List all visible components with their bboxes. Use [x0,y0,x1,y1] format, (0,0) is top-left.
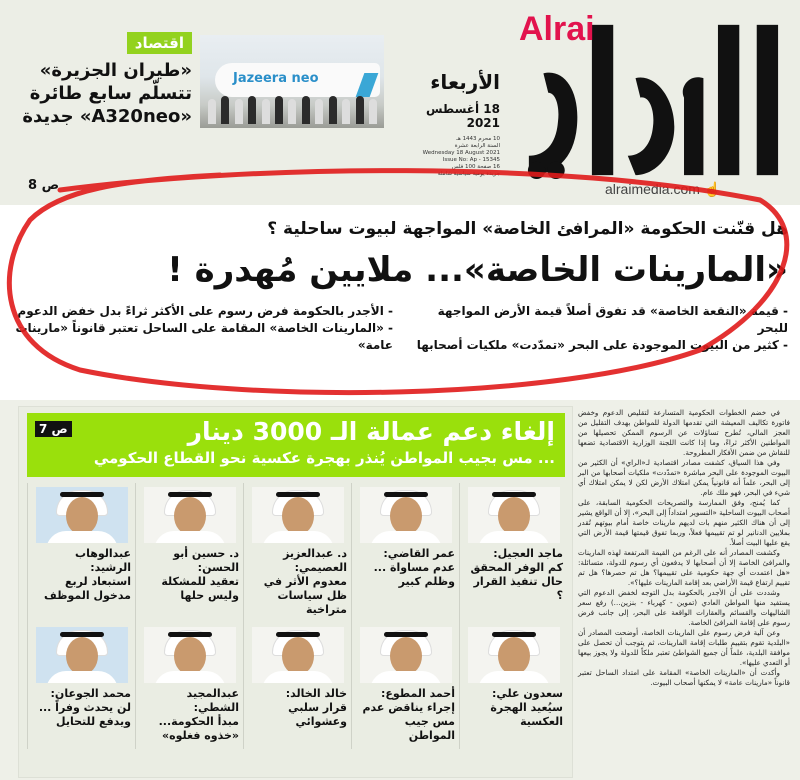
opinion-card[interactable] [135,483,243,623]
opinion-card[interactable] [459,623,567,749]
section-tag: اقتصاد [127,32,192,54]
portrait-photo [360,487,452,543]
opinions-grid [27,483,567,749]
opinion-caption [356,687,455,743]
person-name: د. عبدالعزيز العصيمي: [283,547,347,574]
opinion-caption [32,687,131,729]
bullet-item: - قيمة «النقعة الخاصة» قد تفوق أصلاً قيمة الأرض المواجهة للبحر [437,304,788,335]
teaser-headline[interactable]: «طيران الجزيرة» تتسلّم سابع طائرة «A320neo» جديدة [22,60,192,127]
person-quote: مبدأ الحكومة... «خذوه فغلوه» [158,715,239,742]
portrait-photo [36,487,128,543]
opinion-caption [464,687,563,729]
lead-bullets-left [12,303,393,354]
feature-box [18,406,573,778]
person-quote: إجراء يناقض عدم مس جيب المواطن [362,701,455,742]
opinion-caption [464,547,563,603]
person-name: د. حسين أبو الحسن: [173,547,239,574]
article-paragraph: وعن آلية فرض رسوم على المارينات الخاصة، أوضحت المصادر أن «البلدية تقوم بتقييم طلبات إقامة المارينات، ثم يتوجب أن تحصل على موافقة البلدية، علماً أن جميع الشواطئ تعتبر ملكاً للدولة ولا يجوز بيعها أو التعدي عليها». [578,628,790,667]
portrait-photo [252,627,344,683]
article-paragraph: كما يُمنح، وفق الممارسة والتصريحات الحكومية السابقة، على أصحاب البيوت الساحلية «التسوير امتداداً إلى البحر»، إلا أن الواقع يشير إلى أن هناك الكثير منهم بات لديهم مارينات خاصة أمام بيوتهم تُقدر بملايين الدنانير لو تم تقييمها فعلاً، وربما تفوق قيمتها قيمة الأرض التي يقع عليها البيت أصلاً. [578,498,790,547]
person-quote: معدوم الأثر في ظل سياسات متراخية [263,575,347,616]
opinion-caption [140,547,239,603]
opinion-card[interactable] [243,623,351,749]
portrait-photo [144,627,236,683]
person-quote: كم الوفر المحقق حال تنفيذ القرار ؟ [470,561,563,602]
person-name: عبدالمجيد الشطي: [186,687,239,714]
opinion-card[interactable] [27,483,135,623]
person-quote: سيُعيد الهجرة العكسية [490,701,563,728]
airplane-icon [215,63,380,97]
article-paragraph: وشددت على أن الأجدر بالحكومة بدل التوجه لخفض الدعوم التي يستفيد منها المواطن العادي (تموين - كهرباء - بنزين...) رفع سعر الشاليهات والقسائم والعقارات الواقعة على البحر، إلى جانب فرض رسوم على إقامة المرافئ الخاصة. [578,588,790,627]
lead-story [0,205,800,400]
feature-title: إلغاء دعم عمالة الـ 3000 دينار [187,417,555,446]
opinion-card[interactable] [459,483,567,623]
lead-headline[interactable]: «المارينات الخاصة»... ملايين مُهدرة ! [167,250,788,290]
portrait-photo [36,627,128,683]
article-paragraph: وفي هذا السياق، كشفت مصادر اقتصادية لـ«الراي» أن الكثير من البيوت الموجودة على البحر مباشرة «تمدّدت» ملكيات أصحابها من البر إلى البحر، علماً أنه قانونياً يمكن امتلاك الأرض لكن لا يمكن امتلاك أي شيء في البحر، فهو ملك عام. [578,458,790,497]
bullet-item: - الأجدر بالحكومة فرض رسوم على الأكثر ثراءً بدل خفض الدعوم [17,304,393,318]
feature-subtitle: ... مس بجيب المواطن يُنذر بهجرة عكسية نحو القطاع الحكومي [93,449,555,467]
portrait-photo [360,627,452,683]
issue-date [400,70,500,178]
person-quote: تعقيد للمشكلة وليس حلها [161,575,239,602]
pointer-hand-icon: ☝ [703,181,722,197]
article-paragraph: وأكدت أن «المارينات الخاصة» المقامة على امتداد الساحل تعتبر قانوناً «مارينات عامة» لا يمكنها أصحاب البيوت. [578,668,790,687]
lead-article-body [578,408,790,688]
person-quote: استبعاد لربع مدخول الموظف [44,575,131,602]
opinion-card[interactable] [135,623,243,749]
person-quote: قرار سلبي وعشوائي [288,701,347,728]
feature-banner[interactable] [27,413,565,477]
opinion-caption [140,687,239,743]
opinion-caption [248,547,347,617]
person-name: أحمد المطوع: [380,687,455,700]
lead-kicker: هل قنّنت الحكومة «المرافئ الخاصة» المواجهة لبيوت ساحلية ؟ [267,219,788,239]
airplane-livery: Jazeera neo [233,71,319,86]
person-quote: عدم مساواة ... وظلم كبير [373,561,455,588]
detail-line: Wednesday 18 August 2021 [422,150,500,156]
economy-teaser[interactable] [10,32,192,128]
opinion-card[interactable] [27,623,135,749]
bullet-item: - كثير من البيوت الموجودة على البحر «تمدّدت» ملكيات أصحابها [416,338,788,352]
person-name: محمد الجوعان: [50,687,131,700]
issue-details [400,136,500,178]
opinion-caption [356,547,455,589]
opinion-caption [248,687,347,729]
teaser-page-ref: ص 8 [28,178,60,193]
website-text[interactable]: alraimedia.com [605,181,700,197]
portrait-photo [144,487,236,543]
masthead-section [0,0,800,205]
bullet-item: - «المارينات الخاصة» المقامة على الساحل تعتبر قانوناً «مارينات عامة» [15,321,393,352]
website-link[interactable] [605,181,721,198]
portrait-photo [468,487,560,543]
feature-page-ref: ص 7 [35,421,72,437]
portrait-photo [252,487,344,543]
person-quote: لن يحدث وفراً ... ويدفع للتحايل [38,701,131,728]
person-name: سعدون علي: [492,687,563,700]
opinion-card[interactable] [351,623,459,749]
weekday: الأربعاء [430,70,500,94]
detail-line: 16 صفحة 100 فلس [451,164,500,170]
opinion-caption [32,547,131,603]
person-name: ماجد العجيل: [493,547,563,560]
detail-line: جريدة يومية سياسية شاملة [437,171,500,177]
detail-line: السنة الرابعة عشرة [454,143,500,149]
person-name: عمر القاضي: [383,547,455,560]
crowd-figures [205,94,380,124]
opinion-card[interactable] [351,483,459,623]
airplane-photo [200,35,384,128]
lead-bullets [12,303,788,354]
article-paragraph: وكشفت المصادر أنه على الرغم من القيمة المرتفعة لهذه المارينات والمرافئ الخاصة إلا أن أصحابها لا يدفعون أي رسوم للدولة، متسائلة: «هل اعتمدت أي جهة حكومية على تقييمها؟ هل تم حصرها؟ هل تم تقييم ارتفاع قيمة الأراضي بعد إقامة المارينات عليها؟». [578,548,790,587]
person-name: خالد الخالد: [285,687,347,700]
person-name: عبدالوهاب الرشيد: [75,547,131,574]
opinion-card[interactable] [243,483,351,623]
portrait-photo [468,627,560,683]
date: 18 أغسطس 2021 [425,102,500,130]
article-paragraph: في خضم الخطوات الحكومية المتسارعة لتقليص الدعوم وخفض فاتورة تكاليف المعيشة التي تقدمها الدولة للمواطن بهدف التقليل من العجز المالي، تُطرح تساؤلات عن الرسوم الممكن تحصيلها من المواطنين الأكثر ثراءً، وما إذا كانت اللجنة الوزارية الاقتصادية تضعها للنقاش من ضمن الأفكار المطروحة. [578,408,790,457]
brand-latin: Alrai [519,10,595,48]
lower-section [0,400,800,780]
detail-line: 10 محرم 1443 هـ [456,136,500,142]
detail-line: Issue No: Ap - 15345 [442,157,500,163]
lead-bullets-right [407,303,788,354]
